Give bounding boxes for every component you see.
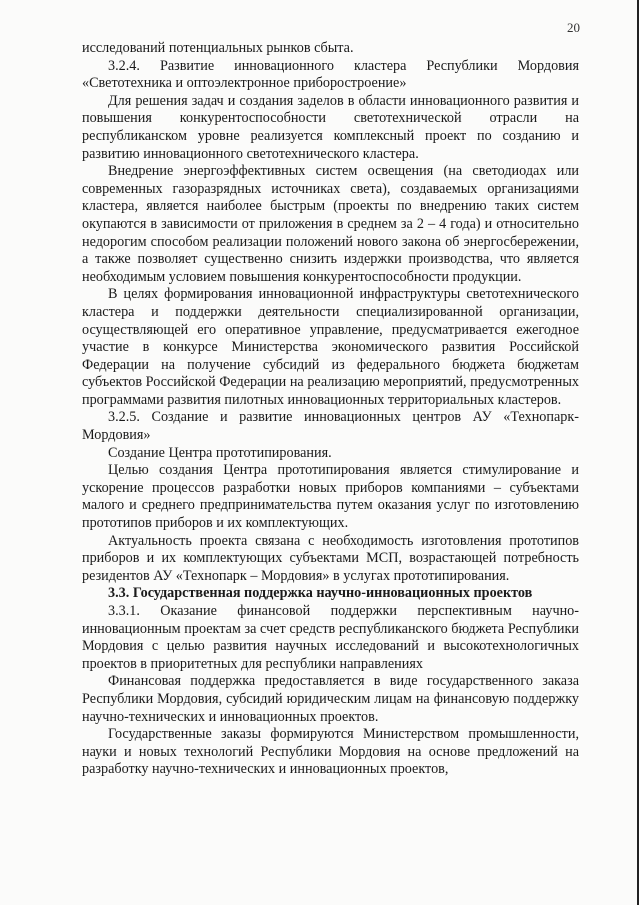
paragraph: Для решения задач и создания заделов в области инновационного развития и повышения конкурентоспособности светотехнической отрасли на республиканском уровне реализуется комплексный проект по созданию и развитию инновационного светотехнического кластера.: [82, 92, 579, 162]
section-heading-3-2-4: 3.2.4. Развитие инновационного кластера Республики Мордовия «Светотехника и оптоэлектронное приборостроение»: [82, 57, 579, 92]
paragraph: Создание Центра прототипирования.: [108, 444, 332, 461]
paragraph: Актуальность проекта связана с необходимость изготовления прототипов приборов и их комплектующих субъектами МСП, возрастающей потребность резидентов АУ «Технопарк – Мордовия» в услугах прототипирования.: [82, 532, 579, 584]
section-heading-3-2-5: 3.2.5. Создание и развитие инновационных центров АУ «Технопарк-Мордовия»: [82, 409, 579, 444]
paragraph: Целью создания Центра прототипирования является стимулирование и ускорение процессов разработки новых приборов компаниями – субъектами малого и среднего предпринимательства путем оказания услуг по изготовлению прототипов приборов и их комплектующих.: [82, 462, 579, 532]
paragraph: исследований потенциальных рынков сбыта.: [82, 40, 354, 56]
section-heading-3-3: 3.3. Государственная поддержка научно-инновационных проектов: [108, 585, 533, 602]
page-number: 20: [567, 20, 580, 35]
section-heading-3-3-1: 3.3.1. Оказание финансовой поддержки перспективным научно-инновационным проектам за счет средств республиканского бюджета Республики Мордовия с целью развития научных исследований и высокотехнологичных проектов в приоритетных для республики направлениях: [82, 603, 579, 672]
paragraph: Государственные заказы формируются Министерством промышленности, науки и новых технологий Республики Мордовия на основе предложений на разработку научно-технических и инновационных проектов,: [82, 726, 579, 778]
paragraph: В целях формирования инновационной инфраструктуры светотехнического кластера и поддержки деятельности специализированной организации, осуществляющей его оперативное управление, предусматривается ежегодное участие в конкурсе Министерства экономического развития Российской Федерации на получение субсидий из федерального бюджета бюджетам субъектов Российской Федерации на реализацию мероприятий, предусмотренных программами развития пилотных инновационных территориальных кластеров.: [82, 286, 579, 408]
paragraph: Внедрение энергоэффективных систем освещения (на светодиодах или современных газоразрядных источниках света), создаваемых организациями кластера, является наиболее быстрым (проекты по внедрению таких систем окупаются в зависимости от приложения в среднем за 2 – 4 года) и относительно недорогим способом реализации положений нового закона об энергосбережении, а также позволяет существенно снизить издержки производства, что является необходимым условием повышения конкурентоспособности продукции.: [82, 163, 579, 285]
paragraph: Финансовая поддержка предоставляется в виде государственного заказа Республики Мордовия, субсидий юридическим лицам на финансовую поддержку научно-технических и инновационных проектов.: [82, 673, 579, 725]
document-body: [82, 40, 579, 779]
